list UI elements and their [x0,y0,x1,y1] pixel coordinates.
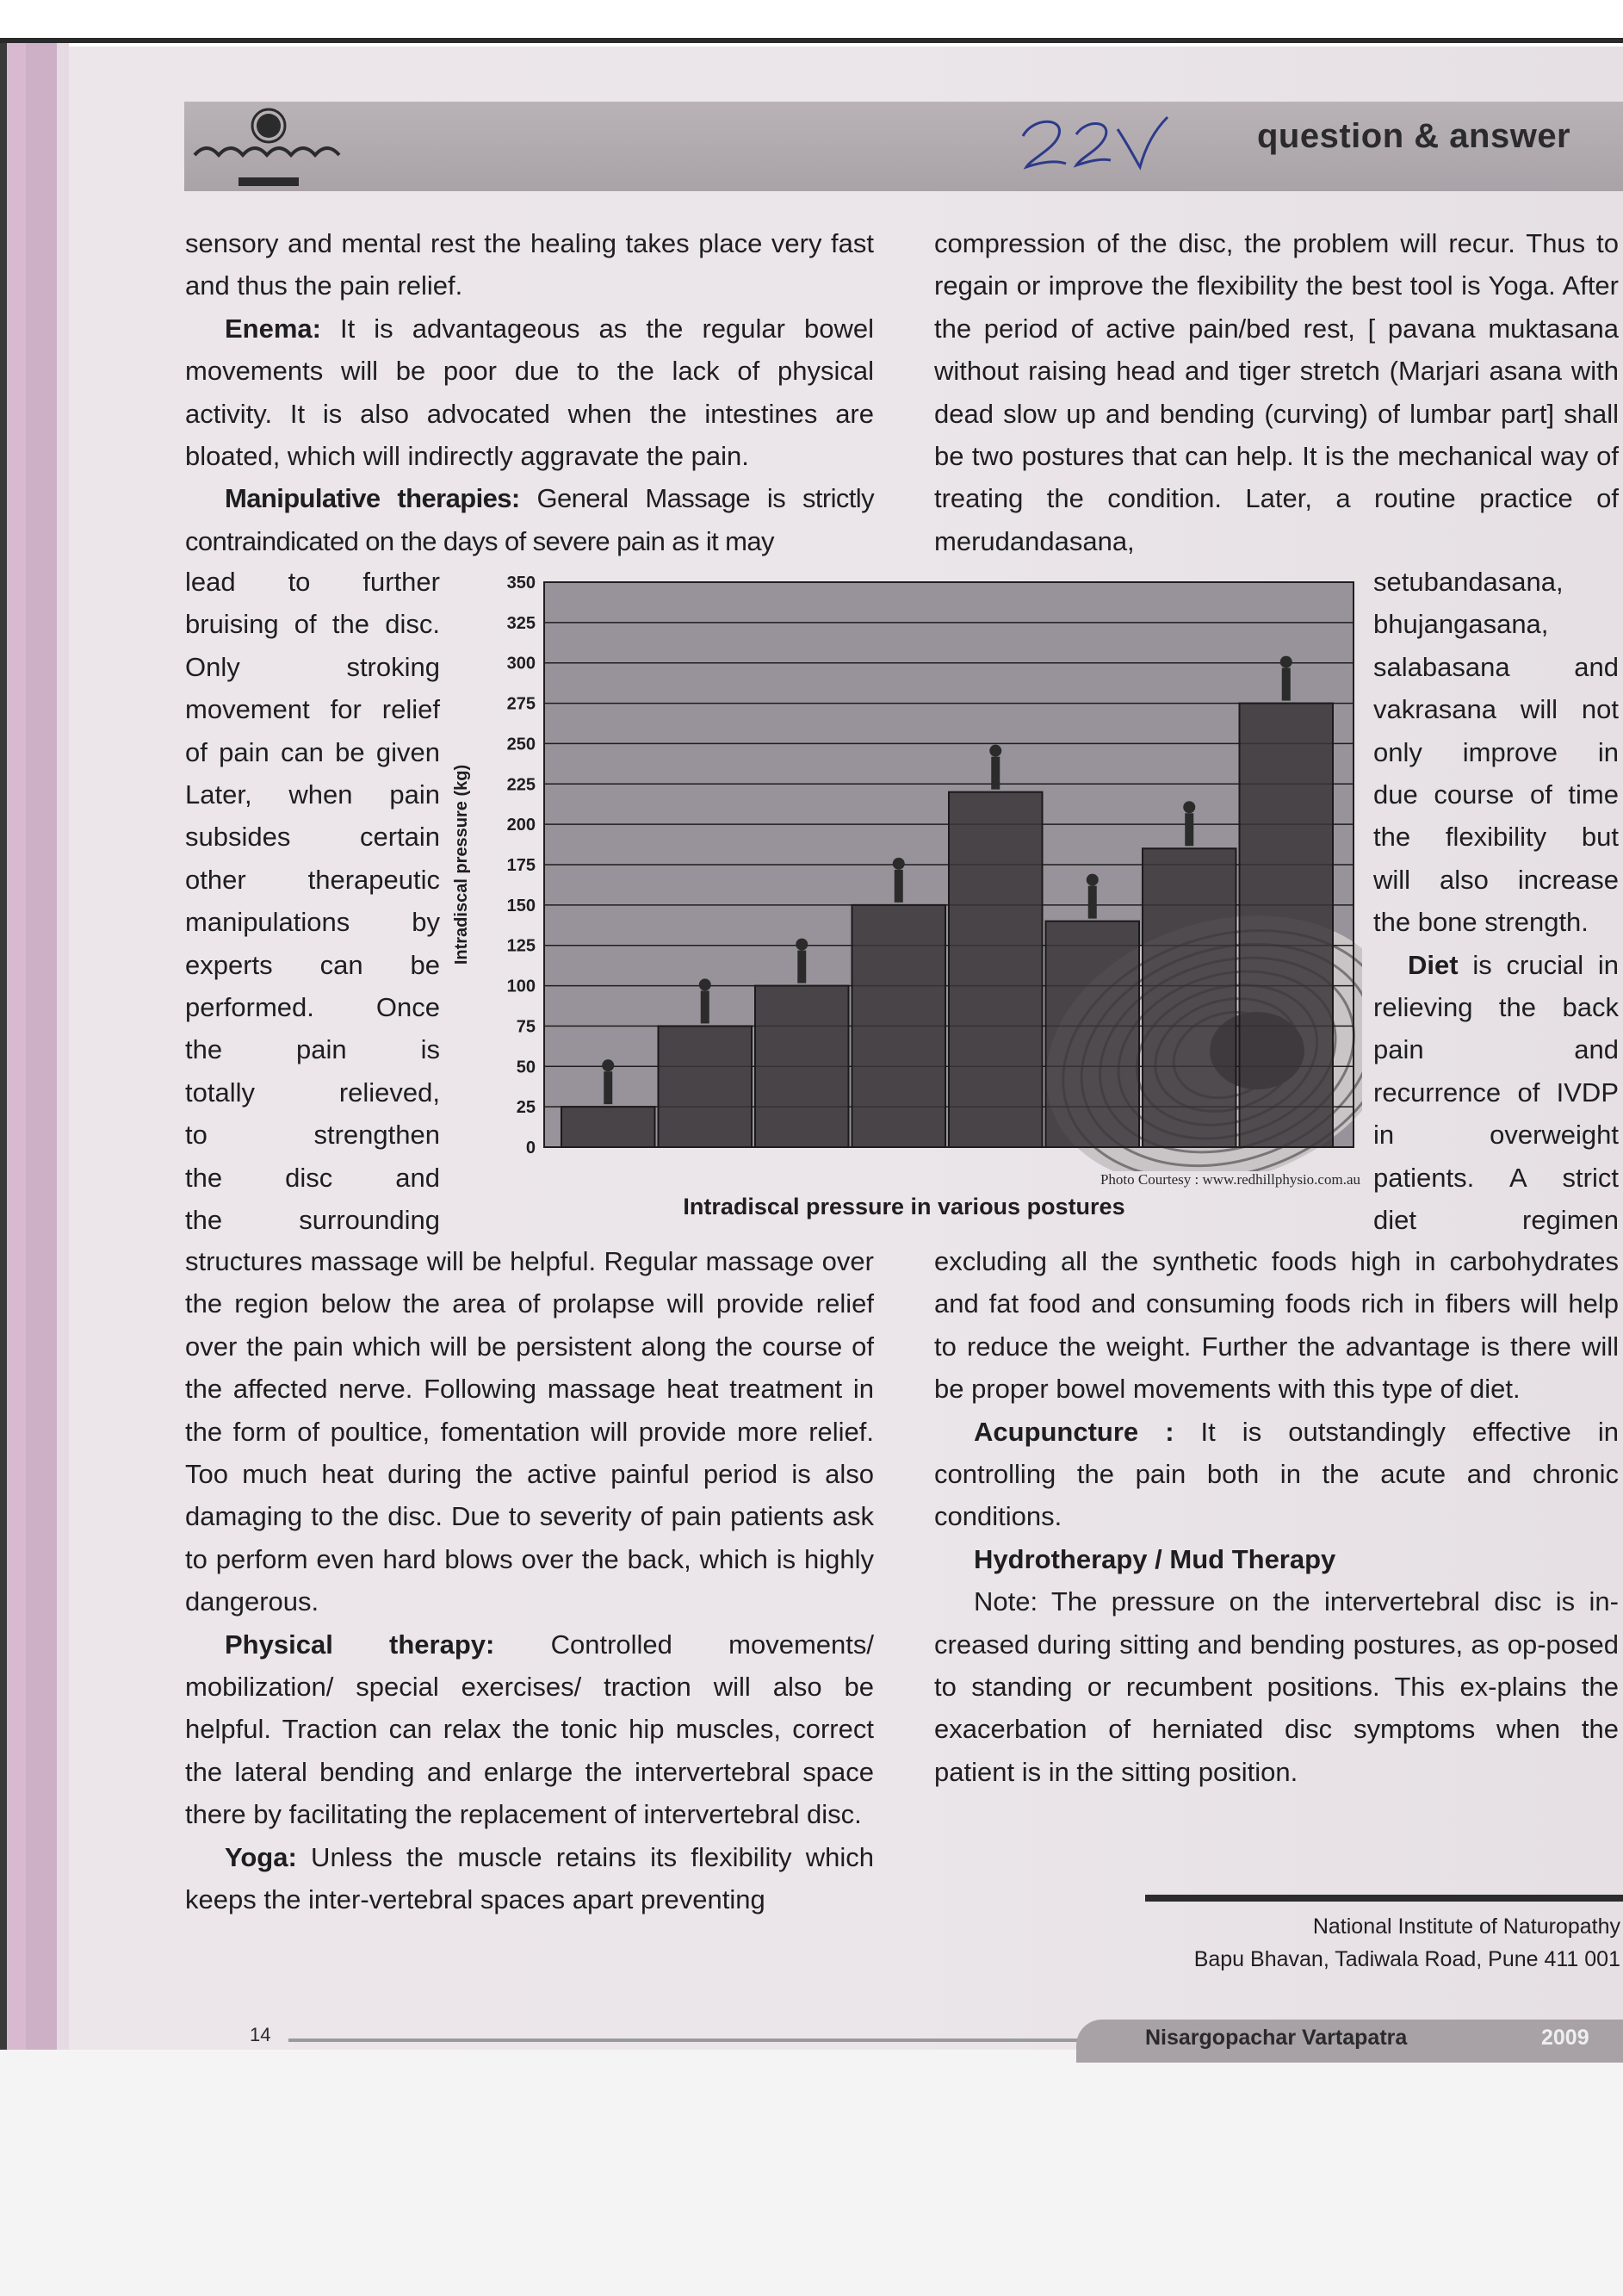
right-column-bottom [934,1240,1619,1793]
y-tick-label: 300 [506,654,536,673]
posture-figure-icon [1183,801,1195,813]
posture-figure-icon [1088,886,1097,919]
posture-figure-icon [699,978,711,990]
posture-figure-icon [701,990,709,1023]
figure-caption: Intradiscal pressure in various postures [683,1194,1125,1219]
wrap-line: other therapeutic [185,864,440,895]
wrap-line: bhujangasana, [1373,609,1549,640]
diet-label: Diet [1408,949,1459,980]
wrap-line: Only stroking [185,651,440,682]
paragraph-acupuncture [934,1411,1619,1538]
sun-waves-logo-icon [191,103,346,189]
wrap-line: manipulations by [185,907,440,938]
wrap-line: performed. Once [185,992,440,1023]
left-column-bottom [185,1240,874,1921]
wrap-line: the surrounding [185,1205,440,1236]
posture-figure-icon [796,939,808,951]
paragraph-yoga [185,1836,874,1921]
right-column-wrap-text [1373,561,1619,1242]
wrap-line: diet regimen [1373,1205,1619,1236]
posture-figure-icon [604,1071,612,1104]
wrap-line: totally relieved, [185,1077,440,1108]
bar-sitting-upright [1046,922,1140,1147]
wrap-line: due course of time [1373,779,1619,810]
right-column-top [934,222,1619,562]
wrap-line: experts can be [185,949,440,980]
wrap-line: the disc and [185,1162,440,1193]
posture-figure-icon [602,1059,614,1071]
bar-sitting-forward-lifting-weight [1240,704,1334,1147]
magazine-name: Nisargopachar Vartapatra [1145,2026,1408,2050]
section-title: question & answer [1257,117,1571,155]
issue-year: 2009 [1541,2026,1589,2050]
paragraph-manipulative [185,477,874,562]
footer-divider [288,2038,1081,2042]
bar-standing-bent-forward [852,905,946,1147]
wrap-line: of pain can be given [185,736,440,767]
manipulative-label: Manipulative therapies: [225,483,520,514]
bar-lying-supine [561,1107,655,1147]
footer-rule [1145,1895,1623,1902]
wrap-line: Later, when pain [185,779,440,810]
posture-figure-icon [1185,813,1193,846]
posture-figure-icon [989,745,1001,757]
bar-standing [755,986,849,1147]
y-tick-label: 75 [516,1017,536,1037]
y-tick-label: 125 [506,936,536,956]
y-tick-label: 100 [506,977,536,996]
bar-lying-on-side [659,1026,753,1147]
institute-name: National Institute of Naturopathy [1312,1914,1620,1939]
wrap-line: setubandasana, [1373,567,1564,597]
paragraph-note: Note: The pressure on the intervertebral disc is in-creased during sitting and bending postures, as op-posed to standing or recumbent positions. This ex-plains the exacerbation of herniated disc symptoms when the patient is in the sitting position. [934,1586,1619,1787]
enema-text: It is advantageous as the regular bowel movements will be poor due to the lack of physical activity. It is also advocated when the intestines are bloated, which will indirectly aggravate the pain. [185,313,874,472]
wrap-line: will also increase [1373,864,1619,895]
y-tick-label: 225 [506,775,536,795]
posture-figure-icon [1087,874,1099,886]
physical-therapy-label: Physical therapy: [225,1629,495,1660]
handwritten-page-mark [1016,110,1180,179]
wrap-line: pain and [1373,1034,1619,1065]
wrap-line: movement for relief [185,694,440,725]
institute-address [1145,1910,1620,1976]
left-column-top [185,222,874,562]
y-tick-label: 250 [506,735,536,754]
y-tick-label: 325 [506,613,536,633]
magazine-spine-strip [0,43,69,2050]
wrap-line: vakrasana will not [1373,694,1619,725]
posture-figure-icon [893,858,905,870]
wrap-line: recurrence of IVDP [1373,1077,1619,1108]
wrap-line-bone-strength: the bone strength. [1373,907,1589,938]
wrap-line: relieving the back [1373,992,1619,1023]
posture-figure-icon [895,870,903,903]
posture-figure-icon [991,757,1000,790]
physical-therapy-text: Controlled movements/ mobilization/ special exercises/ traction will also be helpful. Traction can relax the tonic hip muscles, correct the lateral bending and enlarge the intervertebral space there by facilitating the replacement of intervertebral disc. [185,1629,874,1830]
intradiscal-pressure-chart [448,568,1362,1171]
wrap-line: to strengthen [185,1120,440,1151]
wrap-line: patients. A strict [1373,1162,1619,1193]
posture-figure-icon [1280,656,1292,668]
wrap-line: only improve in [1373,736,1619,767]
wrap-line: bruising of the disc. [185,609,440,640]
institute-street: Bapu Bhavan, Tadiwala Road, Pune 411 001 [1193,1947,1620,1971]
y-tick-label: 150 [506,896,536,915]
y-tick-label: 200 [506,816,536,835]
wrap-line: the flexibility but [1373,822,1619,853]
y-tick-label: 0 [525,1139,536,1157]
paragraph-yoga-continued: compression of the disc, the problem will recur. Thus to regain or improve the flexibility the best tool is Yoga. After the period of active pain/bed rest, [ pavana muktasana without raising head and tiger stretch (Marjari asana with dead slow up and bending (curving) of lumbar part] shall be two postures that can help. It is the mechanical way of treating the condition. Later, a routine practice of merudandasana, [934,228,1619,556]
bar-sitting-leaning-forward [1143,848,1236,1147]
paragraph-enema [185,307,874,478]
wrap-line: salabasana and [1373,651,1619,682]
wrap-line: the pain is [185,1034,440,1065]
hydrotherapy-heading: Hydrotherapy / Mud Therapy [974,1543,1336,1574]
manipulative-text: General Massage is strictly contraindicated on the days of severe pain as it may [185,483,874,556]
y-tick-label: 50 [516,1058,536,1077]
y-axis-label: Intradiscal pressure (kg) [452,764,471,965]
paragraph-physical-therapy [185,1623,874,1836]
scan-edge-line [0,38,1623,43]
y-tick-label: 175 [506,856,536,875]
yoga-label: Yoga: [225,1841,297,1872]
posture-figure-icon [1282,668,1291,701]
bar-bent-forward-lifting-weight [949,792,1043,1147]
photo-credit: Photo Courtesy : www.redhillphysio.com.au [1100,1171,1360,1188]
intradiscal-pressure-figure [448,568,1362,1232]
paragraph-sensory-rest: sensory and mental rest the healing takes place very fast and thus the pain relief. [185,228,874,301]
y-tick-label: 350 [506,574,536,593]
paragraph-massage: structures massage will be helpful. Regular massage over the region below the area of prolapse will provide relief over the pain which will be persistent along the course of the affected nerve. Following massage heat treatment in the form of poultice, fomentation will provide more relief. Too much heat during the active painful period is also damaging to the disc. Due to severity of pain patients ask to perform even hard blows over the back, which is highly dangerous. [185,1246,874,1617]
acupuncture-label: Acupuncture : [974,1416,1174,1447]
y-tick-label: 275 [506,694,536,714]
wrap-line: in overweight [1373,1120,1619,1151]
wrap-line: lead to further [185,567,440,597]
left-column-wrap-text [185,561,440,1242]
diet-line-1: is crucial in [1458,949,1619,980]
page-number: 14 [250,2024,271,2045]
scan-background-bottom [0,2050,1623,2296]
scan-background-top [0,0,1623,43]
paragraph-diet-continued: excluding all the synthetic foods high in carbohydrates and fat food and consuming foods rich in fibers will help to reduce the weight. Further the advantage is there will be proper bowel movements with this type of diet. [934,1246,1619,1405]
acupuncture-text: It is outstandingly effective in controlling the pain both in the acute and chronic conditions. [934,1416,1619,1532]
y-tick-label: 25 [516,1098,536,1118]
wrap-line: subsides certain [185,822,440,853]
enema-label: Enema: [225,313,321,344]
posture-figure-icon [797,951,806,984]
wrap-line-diet-1 [1373,944,1619,986]
yoga-text: Unless the muscle retains its flexibility which keeps the inter-vertebral spaces apart preventing [185,1841,874,1915]
